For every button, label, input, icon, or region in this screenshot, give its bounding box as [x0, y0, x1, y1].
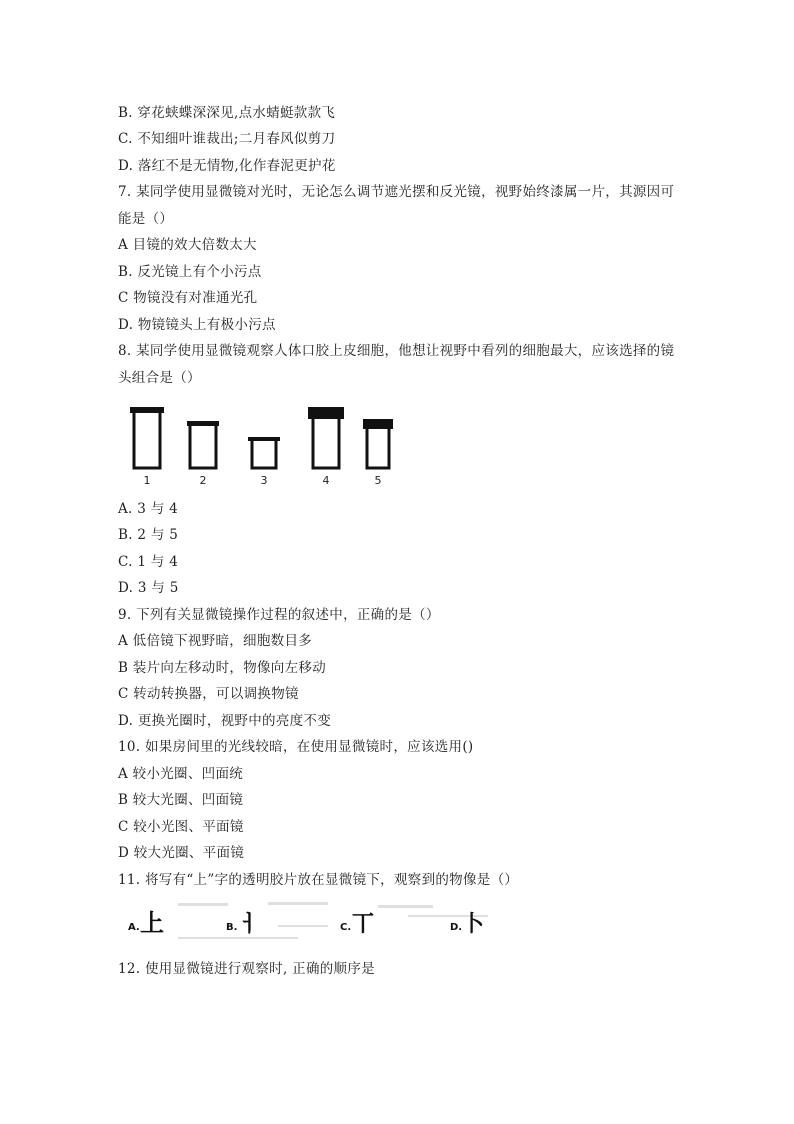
lens-4 [313, 415, 339, 468]
char-option-c-label: C. [340, 922, 352, 933]
question-12: 12. 使用显微镜进行观察时, 正确的顺序是 [118, 961, 375, 977]
lens-label-5: 5 [374, 474, 382, 487]
character-options-figure [118, 897, 503, 945]
char-option-a-glyph: 上 [140, 909, 164, 937]
question-11: 11. 将写有“上”字的透明胶片放在显微镜下，观察到的物像是（） [118, 872, 519, 888]
option-a: A 低倍镜下视野暗，细胞数目多 [118, 633, 313, 649]
option-b: B. 2 与 5 [118, 527, 179, 543]
option-c: C 物镜没有对准通光孔 [118, 290, 258, 306]
lens-3-cap [248, 437, 280, 441]
lens-figure [118, 395, 408, 487]
lens-label-3: 3 [260, 474, 268, 487]
char-option-d-label: D. [450, 922, 463, 933]
option-a: A 较小光圈、凹面统 [118, 766, 244, 782]
char-option-c-glyph: 丅 [352, 912, 375, 937]
lens-5 [367, 427, 389, 468]
text-line: D. 落红不是无情物,化作春泥更护花 [118, 158, 336, 174]
lens-1-cap [130, 407, 164, 413]
option-d: D 较大光圈、平面镜 [118, 845, 245, 861]
lens-5-cap [363, 419, 393, 429]
option-b: B. 反光镜上有个小污点 [118, 264, 262, 280]
char-option-a-label: A. [128, 922, 140, 933]
lens-2 [190, 423, 216, 468]
char-option-d-glyph: 卜 [462, 912, 485, 937]
option-c: C 转动转换器，可以调换物镜 [118, 686, 299, 702]
lens-label-4: 4 [322, 474, 330, 487]
question-8-line-2: 头组合是（） [118, 370, 201, 386]
char-option-b-label: B. [226, 922, 238, 933]
lens-label-2: 2 [199, 474, 207, 487]
option-a: A 目镜的效大倍数太大 [118, 237, 257, 253]
lens-2-cap [187, 421, 219, 426]
option-d: D. 物镜镜头上有极小污点 [118, 317, 276, 333]
question-7-line-1: 7. 某同学使用显微镜对光时，无论怎么调节遮光摆和反光镜，视野始终漆属一片，其源因可 [118, 184, 675, 200]
text-line: C. 不知细叶谁裁出;二月春风似剪刀 [118, 131, 336, 147]
option-b: B 较大光圈、凹面镜 [118, 792, 244, 808]
option-d: D. 更换光圈时，视野中的亮度不变 [118, 713, 332, 729]
question-9: 9. 下列有关显微镜操作过程的叙述中，正确的是（） [118, 607, 440, 623]
question-8-line-1: 8. 某同学使用显微镜观察人体口胶上皮细胞，他想让视野中看列的细胞最大，应该选择的镜 [118, 343, 675, 359]
option-c: C. 1 与 4 [118, 554, 179, 570]
lens-4-cap [308, 407, 344, 419]
option-a: A. 3 与 4 [118, 501, 178, 517]
option-b: B 装片向左移动时，物像向左移动 [118, 660, 327, 676]
text-line: B. 穿花蛱蝶深深见,点水蜻蜓款款飞 [118, 105, 336, 121]
lens-3 [252, 439, 276, 468]
option-d: D. 3 与 5 [118, 580, 179, 596]
lens-1 [134, 410, 160, 468]
question-7-line-2: 能是（） [118, 211, 174, 227]
char-option-b-glyph: ㅓ [238, 912, 260, 937]
question-10: 10. 如果房间里的光线较暗，在使用显微镜时，应该选用() [118, 739, 474, 755]
lens-label-1: 1 [143, 474, 151, 487]
option-c: C 较小光图、平面镜 [118, 819, 244, 835]
